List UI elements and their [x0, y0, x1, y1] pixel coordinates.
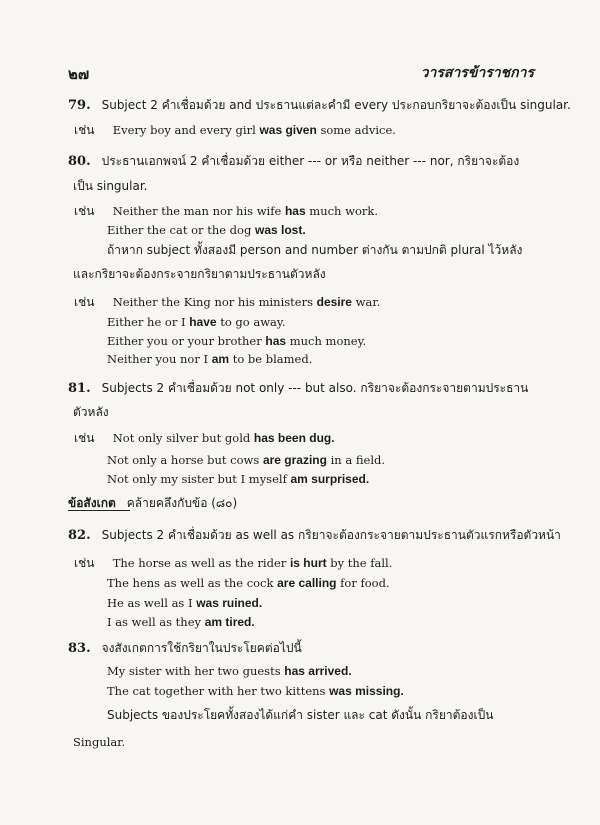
example-text: to be blamed.	[232, 352, 313, 366]
rule-text-cont: ตัวหลัง	[73, 405, 109, 419]
rule-80-example-2	[107, 222, 306, 238]
note-label: ข้อสังเกต	[68, 496, 116, 510]
example-label: เช่น	[74, 295, 95, 309]
rule-81-example-2	[107, 452, 385, 468]
note-text: คล้ายคลึงกับข้อ (๘๐)	[126, 496, 238, 510]
rule-number: 79.	[68, 98, 91, 113]
example-text: The cat together with her two kittens	[107, 684, 326, 698]
example-label: เช่น	[74, 431, 95, 445]
example-text: My sister with her two guests	[107, 664, 281, 678]
example-text: Either you or your brother	[107, 334, 262, 348]
example-text: Not only silver but gold	[112, 431, 251, 445]
rule-82-example-1	[74, 555, 392, 571]
verb-emphasis: was given	[259, 123, 317, 137]
example-text: by the fall.	[330, 556, 393, 570]
example-text: Not only a horse but cows	[107, 453, 260, 467]
verb-emphasis: are grazing	[262, 453, 327, 467]
rule-82-example-2	[107, 575, 390, 591]
rule-text: ประธานเอกพจน์ 2 คำเชื่อมด้วย either --- or หรือ neither --- nor, กริยาจะต้อง	[101, 154, 520, 168]
verb-emphasis: am	[211, 352, 230, 366]
running-title: วารสารข้าราชการ	[420, 65, 534, 81]
rule-83-explanation: Subjects ของประโยคทั้งสองได้แก่คำ sister และ cat ดังนั้น กริยาต้องเป็น	[107, 708, 494, 722]
rule-82-example-4	[107, 614, 255, 630]
rule-83-example-2	[107, 683, 404, 699]
example-text: Not only my sister but I myself	[107, 472, 287, 486]
verb-emphasis: has arrived.	[284, 664, 352, 678]
rule-83-example-1	[107, 663, 352, 679]
verb-emphasis: was ruined.	[196, 596, 263, 610]
verb-emphasis: am tired.	[204, 615, 255, 629]
rule-text: Subjects 2 คำเชื่อมด้วย as well as กริยาจะต้องกระจายตามประธานตัวแรกหรือตัวหน้า	[101, 528, 561, 542]
verb-emphasis: has	[284, 204, 306, 218]
rule-83	[68, 640, 302, 657]
verb-emphasis: desire	[316, 295, 352, 309]
example-text: Neither the man nor his wife	[112, 204, 282, 218]
rule-text-cont: เป็น singular.	[73, 179, 148, 193]
example-text: much work.	[309, 204, 378, 218]
example-text: I as well as they	[107, 615, 202, 629]
rule-80-example-4	[107, 314, 286, 330]
example-text: The horse as well as the rider	[112, 556, 287, 570]
example-label: เช่น	[74, 204, 95, 218]
example-text: He as well as I	[107, 596, 193, 610]
example-label: เช่น	[74, 123, 95, 137]
rule-80-example-3	[74, 294, 380, 310]
note-underline	[68, 510, 130, 511]
example-text: Either the cat or the dog	[107, 223, 252, 237]
example-text: Either he or I	[107, 315, 186, 329]
page-number: ๒๗	[68, 65, 90, 83]
observation-note	[68, 495, 237, 511]
verb-emphasis: was missing.	[329, 684, 404, 698]
example-text: to go away.	[220, 315, 286, 329]
rule-80-note-2: และกริยาจะต้องกระจายกริยาตามประธานตัวหลัง	[73, 267, 326, 281]
rule-text: Subjects 2 คำเชื่อมด้วย not only --- but also. กริยาจะต้องกระจายตามประธาน	[101, 381, 529, 395]
rule-79-example-1	[74, 122, 396, 138]
rule-number: 81.	[68, 381, 91, 396]
rule-79	[68, 97, 571, 114]
rule-number: 80.	[68, 154, 91, 169]
rule-81-example-1	[74, 430, 335, 446]
example-label: เช่น	[74, 556, 95, 570]
rule-text: Subject 2 คำเชื่อมด้วย and ประธานแต่ละคำมี every ประกอบกริยาจะต้องเป็น singular.	[101, 98, 571, 112]
rule-83-explanation-cont: Singular.	[73, 735, 126, 749]
example-text: war.	[355, 295, 381, 309]
verb-emphasis: am surprised.	[290, 472, 370, 486]
rule-80-example-6	[107, 351, 312, 367]
rule-82	[68, 527, 561, 544]
example-text: in a field.	[330, 453, 386, 467]
rule-80	[68, 153, 519, 170]
example-text: Every boy and every girl	[112, 123, 256, 137]
rule-80-example-5	[107, 333, 366, 349]
example-text: much money.	[289, 334, 367, 348]
rule-text: จงสังเกตการใช้กริยาในประโยคต่อไปนี้	[101, 641, 302, 655]
verb-emphasis: are calling	[277, 576, 337, 590]
example-text: Neither you nor I	[107, 352, 209, 366]
rule-81-example-3	[107, 471, 369, 487]
verb-emphasis: have	[189, 315, 217, 329]
rule-80-example-1	[74, 203, 378, 219]
verb-emphasis: has	[265, 334, 287, 348]
verb-emphasis: is hurt	[289, 556, 327, 570]
rule-82-example-3	[107, 595, 262, 611]
example-text: for food.	[340, 576, 390, 590]
example-text: Neither the King nor his ministers	[112, 295, 313, 309]
example-text: The hens as well as the cock	[107, 576, 274, 590]
verb-emphasis: was lost.	[255, 223, 306, 237]
rule-number: 83.	[68, 641, 91, 656]
rule-number: 82.	[68, 528, 91, 543]
rule-80-note-1: ถ้าหาก subject ทั้งสองมี person and number ต่างกัน ตามปกติ plural ไว้หลัง	[107, 243, 523, 257]
example-text: some advice.	[320, 123, 396, 137]
rule-81	[68, 380, 528, 397]
verb-emphasis: has been dug.	[253, 431, 335, 445]
